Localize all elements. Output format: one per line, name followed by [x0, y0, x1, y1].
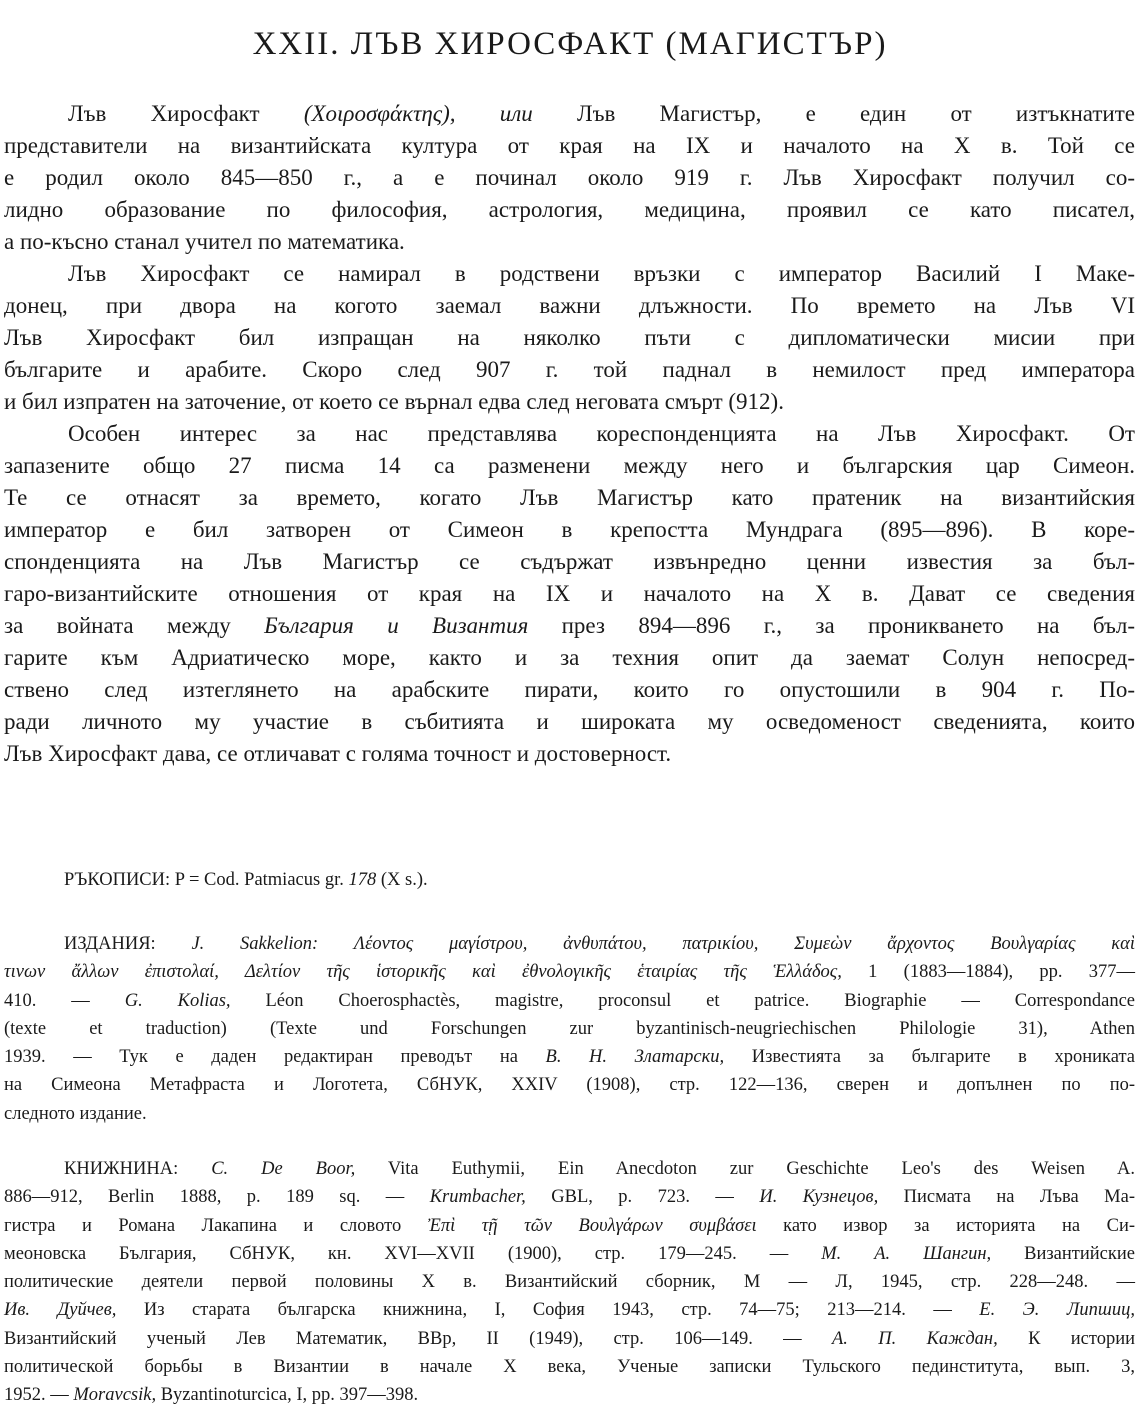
text-line [4, 1381, 1135, 1409]
text: политические деятели первой половины X в. Византийский сборник, М — Л, 1945, стр. 228—248. — [4, 1272, 1135, 1293]
italic-text: C. De Boor, [211, 1159, 356, 1179]
text-line [4, 514, 1135, 546]
text-line [4, 130, 1135, 162]
text: на Симеона Метафраста и Логотета, СбНУК, XXIV (1908), стр. 122—136, сверен и допълнен по по- [4, 1075, 1135, 1096]
text-line [4, 162, 1135, 194]
text-line [4, 322, 1135, 354]
manuscripts-note [4, 866, 1135, 894]
editions-note [4, 930, 1135, 1128]
text-line [4, 674, 1135, 706]
text-line [4, 194, 1135, 226]
text: Те се отнасят за времето, когато Лъв Магистър като пратеник на византийския [4, 485, 1135, 510]
italic-text: 178 [348, 870, 377, 890]
text: като извор за историята на Си- [756, 1215, 1136, 1236]
text: гистра и Романа Лакапина и словото [4, 1215, 428, 1236]
text: КНИЖНИНА: [64, 1159, 212, 1179]
italic-text: Е. Э. Липшиц, [979, 1300, 1135, 1321]
text: Léon Choerosphactès, magistre, proconsul et patrice. Biographie — Correspondance [230, 990, 1136, 1011]
italic-text: Moravcsik, [73, 1385, 157, 1406]
text: (X s.). [376, 870, 428, 890]
text: запазените общо 27 писма 14 са разменени между него и българския цар Симеон. [4, 453, 1135, 478]
text: ствено след изтеглянето на арабските пирати, които го опустошили в 904 г. По- [4, 677, 1135, 702]
text-line [4, 706, 1135, 738]
text: спонденцията на Лъв Магистър се съдържат извънредно ценни известия за бъл- [4, 549, 1135, 574]
text-line [4, 290, 1135, 322]
text: GBL, p. 723. — [525, 1187, 760, 1208]
chapter-title: XXII. ЛЪВ ХИРОСФАКТ (МАГИСТЪР) [252, 26, 888, 63]
text-line [4, 610, 1135, 642]
text-line [4, 1071, 1135, 1099]
italic-text: А. П. Каждан, [832, 1328, 998, 1349]
italic-text: България и Византия [264, 613, 529, 638]
text-line [4, 1240, 1135, 1268]
text-line [4, 1353, 1135, 1381]
text: 1952. — [4, 1385, 74, 1406]
text-line [4, 1100, 1135, 1128]
text: донец, при двора на когото заемал важни длъжности. По времето на Лъв VI [4, 293, 1135, 318]
italic-text: В. Н. Златарски, [545, 1047, 725, 1068]
text-line [4, 1268, 1135, 1296]
text: е родил около 845—850 г., а е починал около 919 г. Лъв Хиросфакт получил со- [4, 165, 1135, 190]
text: Византийский ученый Лев Математик, ВВр, II (1949), стр. 106—149. — [4, 1328, 832, 1349]
text-line [4, 226, 1135, 258]
main-text [4, 98, 1135, 770]
text: българите и арабите. Скоро след 907 г. той паднал в немилост пред императора [4, 357, 1135, 382]
literature-note [4, 1155, 1135, 1410]
text: лидно образование по философия, астрология, медицина, проявил се като писател, [4, 197, 1135, 222]
text-line [4, 1183, 1135, 1211]
paragraph [4, 418, 1135, 770]
text: политической борьбы в Византии в начале X века, Ученые записки Тульского пединститута, вып. 3, [4, 1357, 1135, 1378]
text-line [4, 987, 1135, 1015]
text-line [4, 958, 1135, 986]
italic-text: Ἐπὶ τῇ τῶν Βουλγάρων συμβάσει [427, 1215, 757, 1236]
text: (texte et traduction) (Texte und Forschungen zur byzantinisch-neugriechischen Philologie 31), Athen [4, 1018, 1135, 1039]
text-line [4, 354, 1135, 386]
text: Лъв Хиросфакт [68, 101, 304, 126]
text: Лъв Хиросфакт дава, се отличават с голяма точност и достоверност. [4, 741, 672, 766]
text: Лъв Магистър, е един от изтъкнатите [532, 101, 1135, 126]
text-line [4, 546, 1135, 578]
italic-text: (Χοιροσφάκτης), или [303, 101, 533, 126]
text: Византийские [991, 1243, 1135, 1264]
text-line [4, 1296, 1135, 1324]
text-line [4, 738, 1135, 770]
text: Известията за българите в хрониката [724, 1047, 1135, 1068]
text: Особен интерес за нас представлява кореспонденцията на Лъв Хиросфакт. От [68, 421, 1135, 446]
text: 886—912, Berlin 1888, p. 189 sq. — [4, 1187, 430, 1208]
text-line [4, 1015, 1135, 1043]
text: Из старата българска книжнина, I, София 1943, стр. 74—75; 213—214. — [116, 1300, 980, 1321]
text: за войната между [4, 613, 265, 638]
text: ИЗДАНИЯ: [64, 934, 192, 954]
paragraph [4, 258, 1135, 418]
italic-text: Ив. Дуйчев, [4, 1300, 117, 1321]
italic-text: τινων ἄλλων ἐπιστολαί, Δελτίον τῆς ἱστορικῆς καὶ ἐθνολογικῆς ἑταιρίας τῆς Ἑλλάδος, [4, 962, 842, 983]
text: следното издание. [4, 1103, 147, 1124]
text-line [4, 866, 1135, 894]
text: 410. — [4, 990, 125, 1011]
text: и бил изпратен на заточение, от което се върнал едва след неговата смърт (912). [4, 389, 784, 414]
italic-text: М. А. Шангин, [821, 1243, 992, 1264]
text: 1 (1883—1884), pp. 377— [841, 962, 1135, 983]
text: ради личното му участие в събитията и широката му осведоменост сведенията, които [4, 709, 1135, 734]
text-line [4, 258, 1135, 290]
text: а по-късно станал учител по математика. [4, 229, 405, 254]
text-line [4, 1212, 1135, 1240]
italic-text: Krumbacher, [429, 1187, 526, 1208]
text: Byzantinoturcica, I, pp. 397—398. [156, 1385, 419, 1406]
text-line [4, 450, 1135, 482]
text: РЪКОПИСИ: P = Cod. Patmiacus gr. [64, 870, 349, 890]
italic-text: J. Sakkelion: Λέοντος μαγίστρου, ἀνθυπάτου, πατρικίου, Συμεὼν ἄρχοντος Βουλγαρίας καὶ [191, 934, 1135, 954]
text-line [4, 1155, 1135, 1183]
text: 1939. — Тук е даден редактиран преводът на [4, 1047, 546, 1068]
text-line [4, 578, 1135, 610]
text: Писмата на Лъва Ма- [878, 1187, 1135, 1208]
text: през 894—896 г., за проникването на бъл- [528, 613, 1136, 638]
paragraph [4, 98, 1135, 258]
text: Лъв Хиросфакт се намирал в родствени връзки с император Василий I Маке- [68, 261, 1135, 286]
text-line [4, 386, 1135, 418]
text: Vita Euthymii, Ein Anecdoton zur Geschichte Leo's des Weisen A. [355, 1159, 1135, 1179]
text: гарите към Адриатическо море, както и за техния опит да заемат Солун непосред- [4, 645, 1135, 670]
text: Лъв Хиросфакт бил изпращан на няколко пъти с дипломатически мисии при [4, 325, 1135, 350]
text-line [4, 642, 1135, 674]
text-line [4, 482, 1135, 514]
text-line [4, 1325, 1135, 1353]
text-line [4, 98, 1135, 130]
text: К истории [997, 1328, 1136, 1349]
text-line [4, 930, 1135, 958]
italic-text: G. Kolias, [124, 990, 231, 1011]
text-line [4, 418, 1135, 450]
italic-text: И. Кузнецов, [759, 1187, 879, 1208]
text-line [4, 1043, 1135, 1071]
text: представители на византийската култура от края на IX и началото на X в. Той се [4, 133, 1135, 158]
text: император е бил затворен от Симеон в крепостта Мундрага (895—896). В коре- [4, 517, 1135, 542]
text: меоновска България, СбНУК, кн. XVI—XVII (1900), стр. 179—245. — [4, 1243, 822, 1264]
text: гаро-византийските отношения от края на IX и началото на X в. Дават се сведения [4, 581, 1135, 606]
